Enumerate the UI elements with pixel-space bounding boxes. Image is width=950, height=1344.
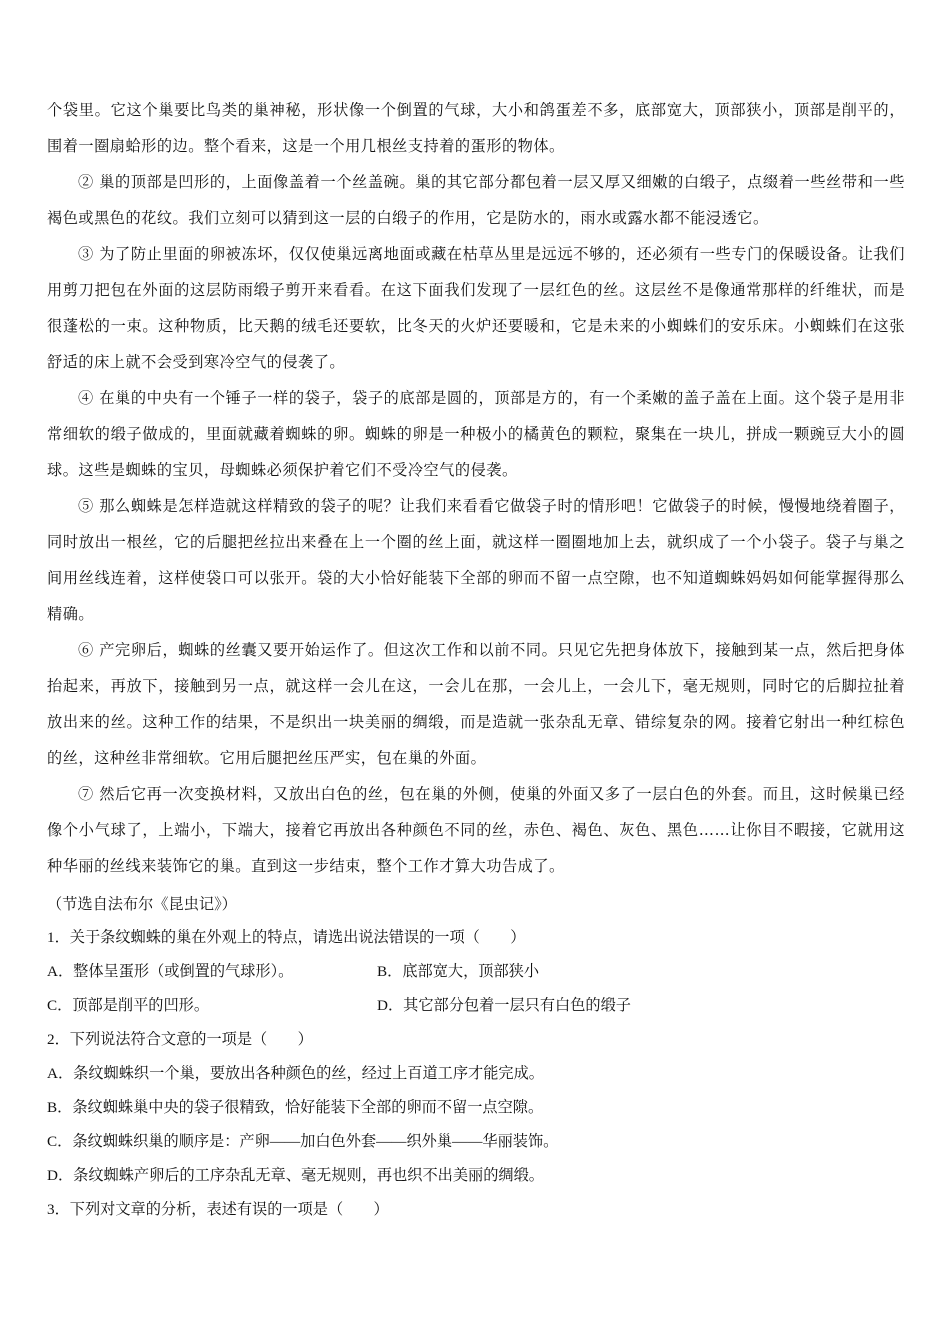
question-3-stem: 3．下列对文章的分析，表述有误的一项是（ ） — [47, 1201, 389, 1218]
question-2-stem: 2．下列说法符合文意的一项是（ ） — [47, 1031, 313, 1048]
question-1-option-c: C．顶部是削平的凹形。 — [47, 997, 210, 1014]
paragraph-5: ⑤ 那么蜘蛛是怎样造就这样精致的袋子的呢？让我们来看看它做袋子时的情形吧！它做袋子的时候，慢慢地绕着圈子，同时放出一根丝，它的后腿把丝拉出来叠在上一个圈的丝上面，就这样一圈圈地加上去，就织成了一个小袋子。袋子与巢之间用丝线连着，这样使袋口可以张开。袋的大小恰好能装下全部的卵而不留一点空隙，也不知道蜘蛛妈妈如何能掌握得那么精确。 — [47, 497, 905, 624]
question-1-option-d: D．其它部分包着一层只有白色的缎子 — [377, 997, 631, 1014]
question-1-option-b: B．底部宽大，顶部狭小 — [377, 963, 540, 980]
question-2-option-b: B．条纹蜘蛛巢中央的袋子很精致，恰好能装下全部的卵而不留一点空隙。 — [47, 1099, 544, 1116]
question-2-option-c: C．条纹蜘蛛织巢的顺序是：产卵——加白色外套——织外巢——华丽装饰。 — [47, 1133, 559, 1150]
paragraph-6: ⑥ 产完卵后，蜘蛛的丝囊又要开始运作了。但这次工作和以前不同。只见它先把身体放下，接触到某一点，然后把身体抬起来，再放下，接触到另一点，就这样一会儿在这，一会儿在那，一会儿上，一会儿下，毫无规则，同时它的后脚拉扯着放出来的丝。这种工作的结果，不是织出一块美丽的绸缎，而是造就一张杂乱无章、错综复杂的网。接着它射出一种红棕色的丝，这种丝非常细软。它用后腿把丝压严实，包在巢的外面。 — [47, 641, 905, 768]
paragraph-3: ③ 为了防止里面的卵被冻坏，仅仅使巢远离地面或藏在枯草丛里是远远不够的，还必须有一些专门的保暖设备。让我们用剪刀把包在外面的这层防雨缎子剪开来看看。在这下面我们发现了一层红色的丝。这层丝不是像通常那样的纤维状，而是很蓬松的一束。这种物质，比天鹅的绒毛还要软，比冬天的火炉还要暖和，它是未来的小蜘蛛们的安乐床。小蜘蛛们在这张舒适的床上就不会受到寒冷空气的侵袭了。 — [47, 245, 905, 372]
question-1-option-a: A．整体呈蛋形（或倒置的气球形）。 — [47, 963, 294, 980]
paragraph-4: ④ 在巢的中央有一个锤子一样的袋子，袋子的底部是圆的，顶部是方的，有一个柔嫩的盖子盖在上面。这个袋子是用非常细软的缎子做成的，里面就藏着蜘蛛的卵。蜘蛛的卵是一种极小的橘黄色的颗粒，聚集在一块儿，拼成一颗豌豆大小的圆球。这些是蜘蛛的宝贝，母蜘蛛必须保护着它们不受冷空气的侵袭。 — [47, 389, 905, 480]
question-1-stem: 1．关于条纹蜘蛛的巢在外观上的特点，请选出说法错误的一项（ ） — [47, 929, 526, 946]
paragraph-2: ② 巢的顶部是凹形的，上面像盖着一个丝盖碗。巢的其它部分都包着一层又厚又细嫩的白缎子，点缀着一些丝带和一些褐色或黑色的花纹。我们立刻可以猜到这一层的白缎子的作用，它是防水的，雨水或露水都不能浸透它。 — [47, 173, 905, 228]
question-2-option-d: D．条纹蜘蛛产卵后的工序杂乱无章、毫无规则，再也织不出美丽的绸缎。 — [47, 1167, 544, 1184]
question-2-option-a: A．条纹蜘蛛织一个巢，要放出各种颜色的丝，经过上百道工序才能完成。 — [47, 1065, 544, 1082]
paragraph-7: ⑦ 然后它再一次变换材料，又放出白色的丝，包在巢的外侧，使巢的外面又多了一层白色的外套。而且，这时候巢已经像个小气球了，上端小，下端大，接着它再放出各种颜色不同的丝，赤色、褐色、灰色、黑色……让你目不暇接，它就用这种华丽的丝线来装饰它的巢。直到这一步结束，整个工作才算大功告成了。 — [47, 785, 905, 876]
paragraph-1-continued: 个袋里。它这个巢要比鸟类的巢神秘，形状像一个倒置的气球，大小和鸽蛋差不多，底部宽大，顶部狭小，顶部是削平的，围着一圈扇蛤形的边。整个看来，这是一个用几根丝支持着的蛋形的物体。 — [47, 101, 905, 156]
source-citation: （节选自法布尔《昆虫记》） — [47, 896, 237, 913]
